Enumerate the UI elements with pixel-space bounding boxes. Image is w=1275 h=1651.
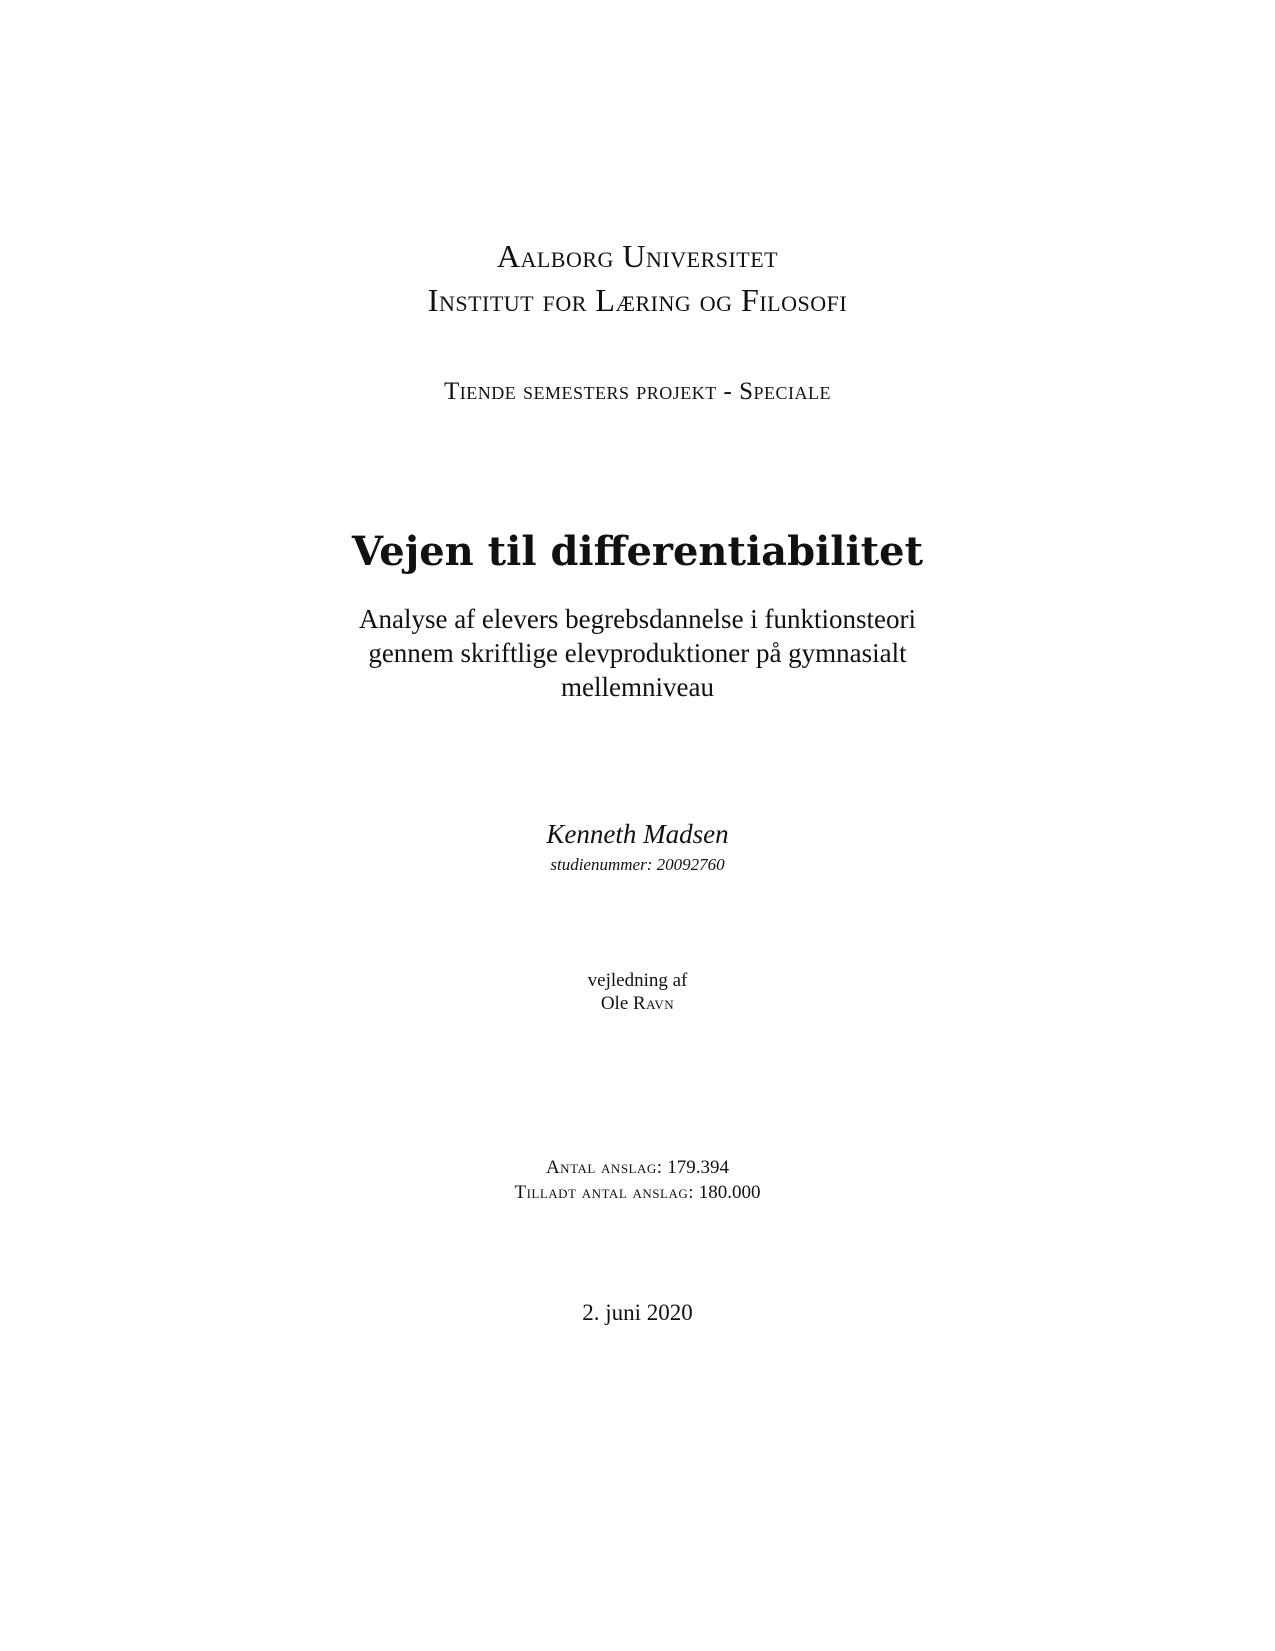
character-count	[0, 1157, 1275, 1179]
character-count-label: Antal anslag:	[545, 1157, 663, 1178]
semester-line: Tiende semesters projekt - Speciale	[443, 378, 831, 405]
submission-date: 2. juni 2020	[582, 1300, 693, 1325]
allowed-character-count-value: 180.000	[698, 1182, 761, 1203]
character-count-value: 179.394	[667, 1157, 730, 1178]
allowed-character-count	[0, 1182, 1275, 1204]
supervisor-first-name: Ole	[600, 993, 629, 1014]
institute-name: Institut for Læring og Filosofi	[427, 282, 848, 318]
allowed-character-count-label: Tilladt antal anslag:	[514, 1182, 695, 1203]
supervision-label: vejledning af	[587, 970, 688, 991]
thesis-title: Vejen til differentiabilitet	[351, 528, 924, 575]
thesis-subtitle-line-3: mellemniveau	[561, 672, 714, 702]
thesis-subtitle-line-2: gennem skriftlige elevproduktioner på gymnasialt	[368, 638, 907, 668]
student-number: studienummer: 20092760	[550, 855, 725, 874]
supervisor-last-name: Ravn	[633, 993, 675, 1014]
supervisor-name	[0, 993, 1275, 1015]
author-name: Kenneth Madsen	[546, 819, 729, 849]
university-name: Aalborg Universitet	[496, 238, 779, 274]
thesis-subtitle-line-1: Analyse af elevers begrebsdannelse i funktionsteori	[358, 604, 917, 634]
